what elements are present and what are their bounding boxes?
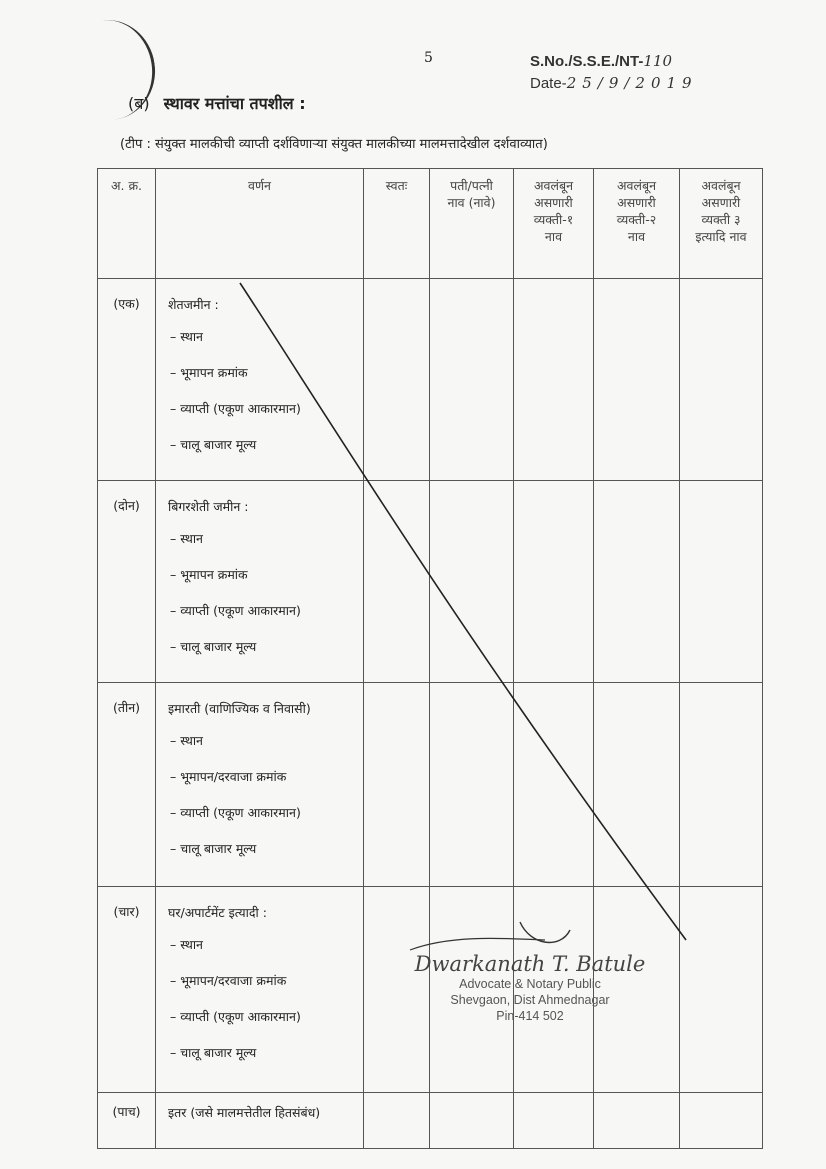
header-dep1-line3: व्यक्ती-१ [533,212,574,227]
row-item: – चालू बाजार मूल्य [170,841,257,856]
serial-value: 110 [643,52,672,70]
row-item: – चालू बाजार मूल्य [170,437,257,452]
cell-dependent-3 [680,887,763,1093]
row-number: (एक) [98,279,156,481]
header-dep2-line3: व्यक्ती-२ [616,212,657,227]
section-title [128,92,306,114]
header-dep1-line4: नाव [544,229,563,244]
page-number: 5 [424,50,433,66]
cell-self [364,1093,430,1149]
header-description: वर्णन [156,169,364,279]
cell-dependent-3 [680,1093,763,1149]
header-dep3-line1: अवलंबून [701,178,741,193]
cell-dependent-1 [514,683,594,887]
row-item: – भूमापन क्रमांक [170,567,248,582]
cell-dependent-3 [680,279,763,481]
row-title: शेतजमीन : [168,297,219,312]
row-title: इतर (जसे मालमत्तेतील हितसंबंध) [168,1105,321,1120]
cell-self [364,481,430,683]
date-value: 25/9/2019 [566,74,698,92]
header-dependent-1 [514,169,594,279]
table-row [98,1093,763,1149]
row-item: – स्थान [170,937,203,952]
row-item: – व्याप्ती (एकूण आकारमान) [170,603,301,618]
cell-spouse [430,279,514,481]
row-title: इमारती (वाणिज्यिक व निवासी) [168,701,311,716]
notary-stamp [400,952,660,1024]
row-item: – चालू बाजार मूल्य [170,1045,257,1060]
header-self: स्वतः [364,169,430,279]
row-description [156,481,364,683]
row-description [156,887,364,1093]
header-dep3-line3: व्यक्ती ३ [701,212,741,227]
cell-dependent-3 [680,481,763,683]
cell-spouse [430,1093,514,1149]
header-spouse-line2: नाव (नावे) [447,195,496,210]
row-number: (दोन) [98,481,156,683]
section-heading: स्थावर मत्तांचा तपशील : [163,94,306,113]
row-item: – व्याप्ती (एकूण आकारमान) [170,401,301,416]
table-row [98,683,763,887]
cell-dependent-1 [514,279,594,481]
header-dep2-line4: नाव [627,229,646,244]
cell-self [364,683,430,887]
row-item: – स्थान [170,733,203,748]
header-dependent-2 [594,169,680,279]
cell-dependent-2 [594,1093,680,1149]
row-item: – भूमापन क्रमांक [170,365,248,380]
header-dep3-line2: असणारी [701,195,741,210]
cell-dependent-2 [594,481,680,683]
section-note: (टीप : संयुक्त मालकीची व्याप्ती दर्शविणाऱ्या संयुक्त मालकीच्या मालमत्तादेखील दर्शवाव्यात) [120,137,548,152]
row-description [156,1093,364,1149]
header-serial: अ. क्र. [98,169,156,279]
cell-dependent-3 [680,683,763,887]
row-item: – स्थान [170,531,203,546]
cell-spouse [430,481,514,683]
table-row [98,481,763,683]
table-row [98,279,763,481]
notary-name: Dwarkanath T. Batule [414,952,646,976]
notary-pin: Pin-414 502 [496,1009,564,1023]
header-dep1-line1: अवलंबून [533,178,574,193]
row-item: – व्याप्ती (एकूण आकारमान) [170,805,301,820]
row-item: – व्याप्ती (एकूण आकारमान) [170,1009,301,1024]
cell-dependent-1 [514,481,594,683]
header-dep1-line2: असणारी [534,195,573,210]
header-dep2-line2: असणारी [617,195,656,210]
date-label: Date- [530,75,567,92]
section-marker: (ब) [128,94,150,113]
header-dependent-3 [680,169,763,279]
serial-number [530,52,672,70]
cell-self [364,279,430,481]
header-spouse-line1: पती/पत्नी [450,178,493,193]
row-number: (तीन) [98,683,156,887]
row-description [156,279,364,481]
notary-designation: Advocate & Notary Public [459,977,601,991]
row-number: (चार) [98,887,156,1093]
notary-place: Shevgaon, Dist Ahmednagar [450,993,610,1007]
cell-dependent-1 [514,1093,594,1149]
row-title: घर/अपार्टमेंट इत्यादी : [168,905,267,920]
cell-dependent-2 [594,683,680,887]
row-description [156,683,364,887]
row-item: – भूमापन/दरवाजा क्रमांक [170,973,287,988]
header-dep2-line1: अवलंबून [616,178,657,193]
table-header-row [98,169,763,279]
row-item: – स्थान [170,329,203,344]
cell-dependent-2 [594,279,680,481]
header-spouse [430,169,514,279]
row-item: – भूमापन/दरवाजा क्रमांक [170,769,287,784]
serial-label: S.No./S.S.E./NT- [530,53,644,70]
header-dep3-line4: इत्यादि नाव [695,229,747,244]
row-title: बिगरशेती जमीन : [168,499,249,514]
row-item: – चालू बाजार मूल्य [170,639,257,654]
cell-spouse [430,683,514,887]
row-number: (पाच) [98,1093,156,1149]
date-line [530,74,698,92]
